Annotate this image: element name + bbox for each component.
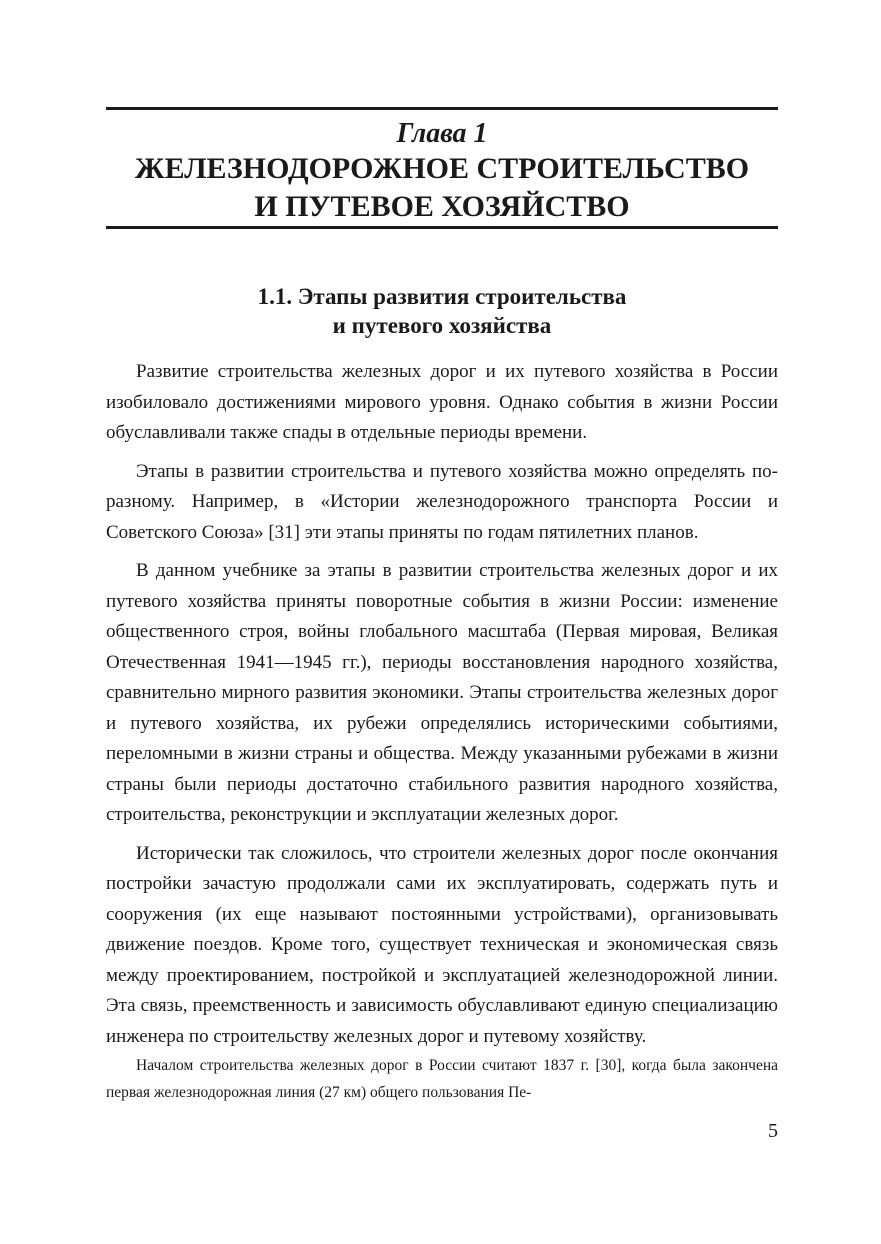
paragraph: Этапы в развитии строительства и путевого хозяйства можно определять по-разному. Например, в «Истории железнодорожного транспорта России и Советского Союза» [31] эти этапы приняты по годам пятилетних планов. bbox=[106, 460, 778, 543]
bottom-rule bbox=[106, 226, 778, 229]
section-title bbox=[106, 282, 778, 340]
body-text bbox=[106, 357, 778, 1060]
small-paragraph: Началом строительства железных дорог в России считают 1837 г. [30], когда была закончена первая железнодорожная линия (27 км) общего пользования Пе- bbox=[106, 1057, 778, 1101]
top-rule bbox=[106, 107, 778, 110]
chapter-label: Глава 1 bbox=[396, 118, 488, 149]
page-number: 5 bbox=[768, 1120, 778, 1142]
section-title-line-2: и путевого хозяйства bbox=[332, 313, 552, 338]
section-title-line-1: 1.1. Этапы развития строительства bbox=[257, 284, 627, 309]
paragraph: Исторически так сложилось, что строители железных дорог после окончания постройки зачастую продолжали сами их эксплуатировать, содержать путь и сооружения (их еще называют постоянными устройствами), организовывать движение поездов. Кроме того, существует техническая и экономическая связь между проектированием, постройкой и эксплуатацией железнодорожной линии. Эта связь, преемственность и зависимость обуславливают единую специализацию инженера по строительству железных дорог и путевому хозяйству. bbox=[106, 842, 778, 1047]
paragraph: В данном учебнике за этапы в развитии строительства железных дорог и их путевого хозяйства приняты поворотные события в жизни России: изменение общественного строя, войны глобального масштаба (Первая мировая, Великая Отечественная 1941—1945 гг.), периоды восстановления народного хозяйства, сравнительно мирного развития экономики. Этапы строительства железных дорог и путевого хозяйства, их рубежи определялись историческими событиями, переломными в жизни страны и общества. Между указанными рубежами в жизни страны были периоды достаточно стабильного развития народного хозяйства, строительства, реконструкции и эксплуатации железных дорог. bbox=[106, 560, 778, 825]
chapter-title-line-1: ЖЕЛЕЗНОДОРОЖНОЕ СТРОИТЕЛЬСТВО bbox=[134, 152, 750, 185]
chapter-title-line-2: И ПУТЕВОЕ ХОЗЯЙСТВО bbox=[254, 190, 630, 223]
chapter-title bbox=[106, 150, 778, 226]
paragraph: Развитие строительства железных дорог и их путевого хозяйства в России изобиловало достижениями мирового уровня. Однако события в жизни России обуславливали также спады в отдельные периоды времени. bbox=[106, 361, 778, 443]
small-text-block bbox=[106, 1052, 778, 1106]
